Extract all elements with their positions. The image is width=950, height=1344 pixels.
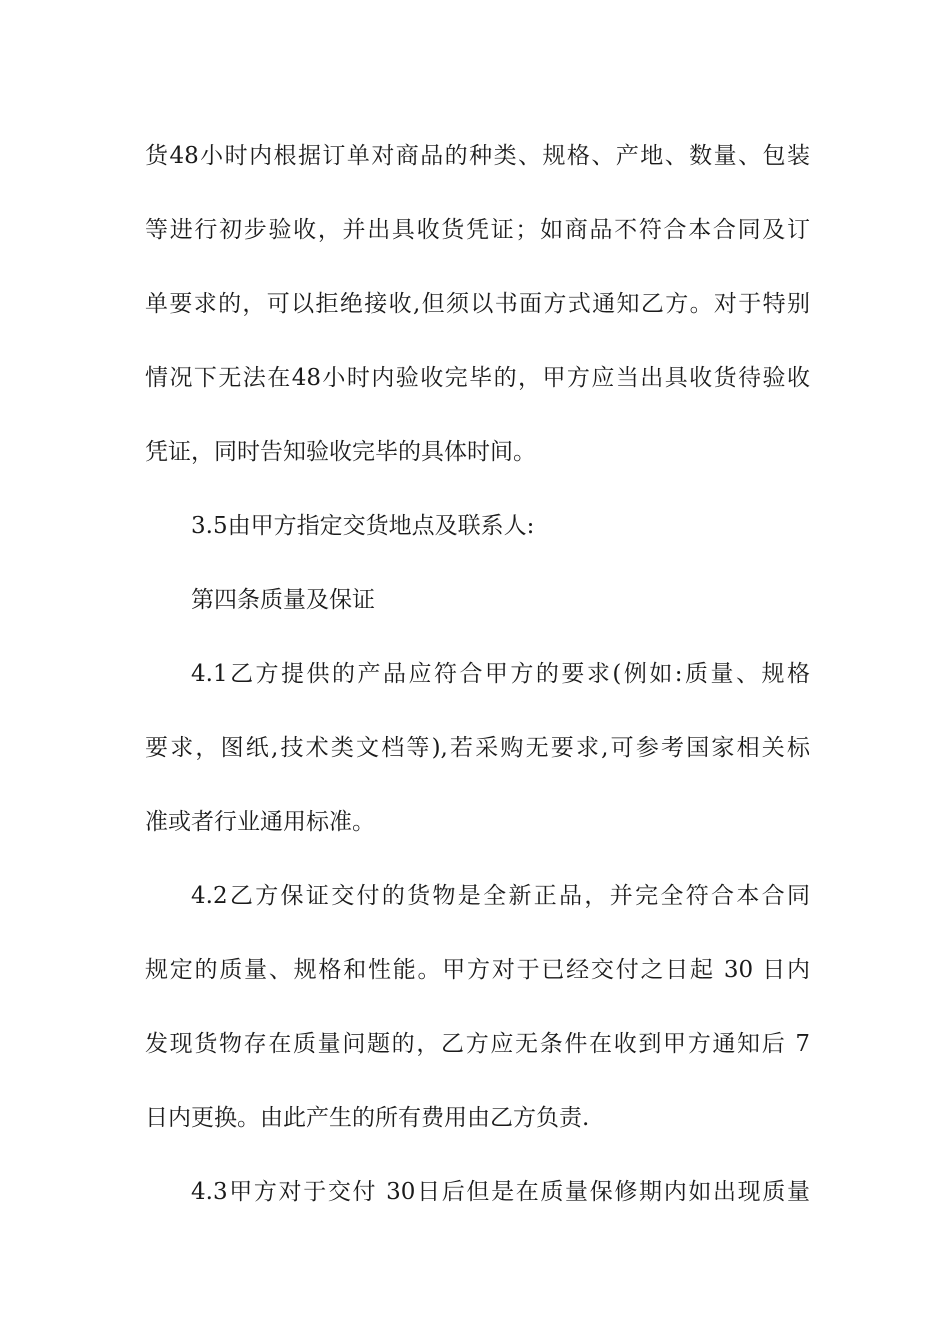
clause-line: 3.5由甲方指定交货地点及联系人: [191, 513, 535, 539]
paragraph-line: 准或者行业通用标准。 [145, 809, 375, 835]
section-heading: 第四条质量及保证 [191, 587, 375, 613]
paragraph-line: 规定的质量、规格和性能。甲方对于已经交付之日起 30 日内 [145, 957, 810, 983]
paragraph-line: 单要求的，可以拒绝接收,但须以书面方式通知乙方。对于特别 [145, 291, 810, 317]
paragraph-line: 凭证，同时告知验收完毕的具体时间。 [145, 439, 536, 465]
clause-line: 4.3甲方对于交付 30日后但是在质量保修期内如出现质量 [191, 1179, 810, 1205]
paragraph-line: 要求，图纸,技术类文档等),若采购无要求,可参考国家相关标 [145, 735, 810, 761]
paragraph-line: 日内更换。由此产生的所有费用由乙方负责. [145, 1105, 590, 1131]
clause-line: 4.1乙方提供的产品应符合甲方的要求(例如:质量、规格 [191, 661, 810, 687]
paragraph-line: 情况下无法在48小时内验收完毕的，甲方应当出具收货待验收 [145, 365, 810, 391]
clause-line: 4.2乙方保证交付的货物是全新正品，并完全符合本合同 [191, 883, 810, 909]
paragraph-line: 发现货物存在质量问题的，乙方应无条件在收到甲方通知后 7 [145, 1031, 810, 1057]
paragraph-line: 等进行初步验收，并出具收货凭证；如商品不符合本合同及订 [145, 217, 810, 243]
paragraph-line: 货48小时内根据订单对商品的种类、规格、产地、数量、包装 [145, 143, 810, 169]
